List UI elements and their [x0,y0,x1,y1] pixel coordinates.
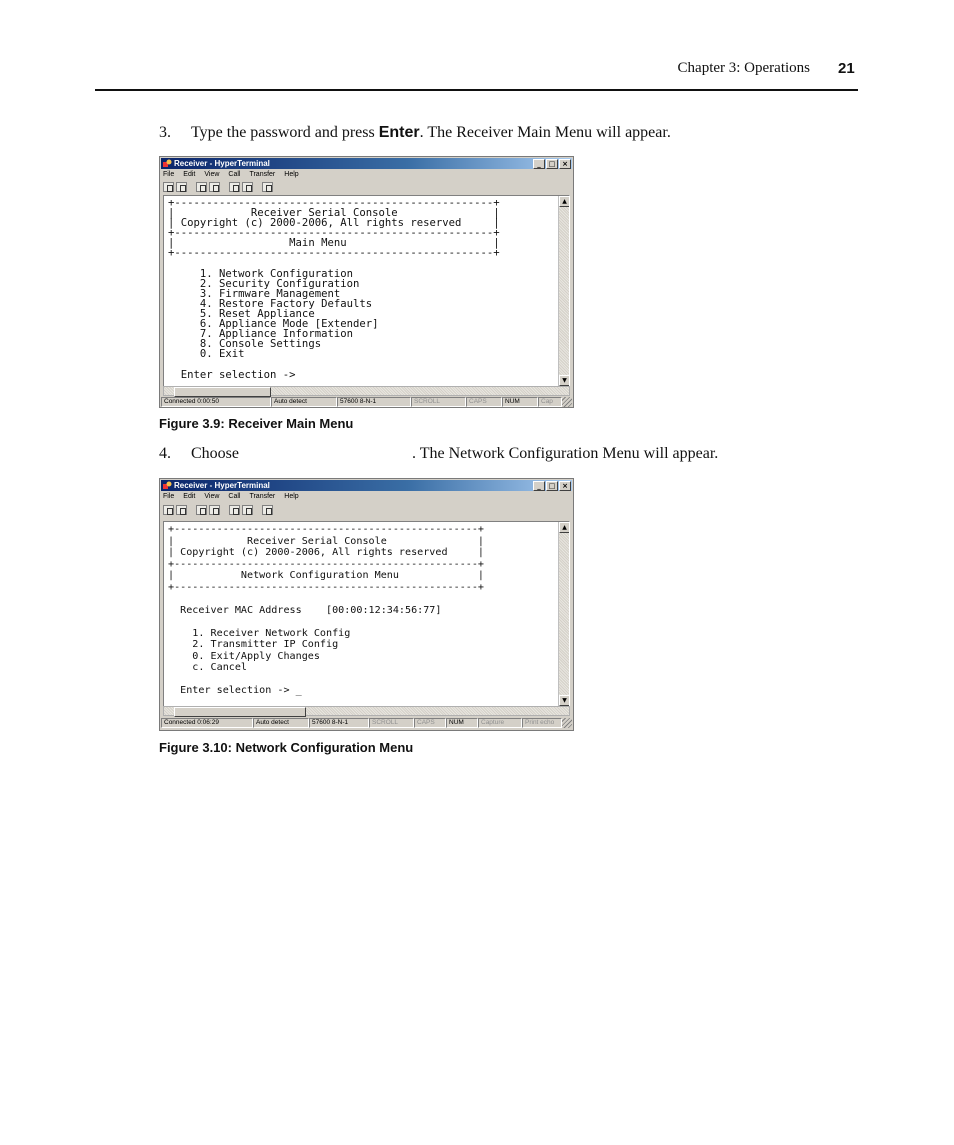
scroll-up-arrow-icon[interactable]: ▲ [559,522,570,533]
properties-icon[interactable] [262,182,273,192]
page-number: 21 [838,60,855,77]
vertical-scrollbar[interactable] [558,196,569,386]
window-title: Receiver - HyperTerminal [174,481,270,490]
minimize-button[interactable]: _ [533,159,545,169]
menu-transfer[interactable]: Transfer [249,171,276,178]
vertical-scrollbar[interactable] [558,522,569,706]
scroll-up-arrow-icon[interactable]: ▲ [559,196,570,207]
open-icon[interactable] [176,505,187,515]
menu-bar [163,493,299,500]
hyperterminal-icon [163,481,172,490]
step-3-text [191,124,671,142]
call-icon[interactable] [196,505,207,515]
step-4-choose: Choose [191,445,239,462]
maximize-button[interactable]: □ [546,159,558,169]
status-connected: Connected 0:00:50 [161,397,271,407]
status-num: NUM [446,718,478,728]
call-icon[interactable] [196,182,207,192]
menu-file[interactable]: File [163,493,175,500]
status-num: NUM [502,397,538,407]
new-connection-icon[interactable] [163,505,174,515]
scroll-down-arrow-icon[interactable]: ▼ [559,375,570,386]
window-title: Receiver - HyperTerminal [174,159,270,168]
open-icon[interactable] [176,182,187,192]
status-baud: 57600 8-N-1 [309,718,369,728]
maximize-button[interactable]: □ [546,481,558,491]
status-print-echo: Print echo [522,718,562,728]
toolbar [163,504,273,516]
status-connected: Connected 0:06:29 [161,718,253,728]
terminal-area[interactable] [163,521,570,707]
menu-help[interactable]: Help [284,171,299,178]
title-bar[interactable] [161,480,572,491]
hyperterminal-icon [163,159,172,168]
menu-file[interactable]: File [163,171,175,178]
step-3-number: 3. [159,124,171,141]
horizontal-scrollbar[interactable] [163,386,570,396]
terminal-text: +--------------------------------------------------+ | Receiver Serial Console | | Copyright (c) 2000-2006, All rights reserved | +--------------------------------------------------+ | Main Menu | +--------------------------------------------------+ 1. Network Configuration 2. Security Configuration 3. Firmware Management 4. Restore Factory Defaults 5. Reset Appliance 6. Appliance Mode [Extender] 7. Appliance Information 8. Console Settings 0. Exit Enter selection -> [168,197,500,381]
menu-transfer[interactable]: Transfer [249,493,276,500]
receive-icon[interactable] [242,505,253,515]
minimize-button[interactable]: _ [533,481,545,491]
menu-edit[interactable]: Edit [183,171,196,178]
disconnect-icon[interactable] [209,182,220,192]
close-button[interactable]: × [559,159,571,169]
step-3-text-after: . The Receiver Main Menu will appear. [419,124,671,141]
status-caps: CAPS [466,397,502,407]
menu-help[interactable]: Help [284,493,299,500]
status-auto-detect: Auto detect [271,397,337,407]
horizontal-scrollbar[interactable] [163,706,570,716]
step-3-text-before: Type the password and press [191,124,379,141]
step-4-number: 4. [159,445,171,462]
resize-grip-icon[interactable] [562,718,572,728]
step-4-text-after: . The Network Configuration Menu will appear. [412,445,719,462]
toolbar [163,181,273,193]
hyperterminal-window-network-config [159,478,574,731]
title-bar[interactable] [161,158,572,169]
send-icon[interactable] [229,505,240,515]
status-scroll: SCROLL [369,718,414,728]
horizontal-scroll-thumb[interactable] [174,387,271,397]
terminal-area[interactable] [163,195,570,387]
status-bar [161,397,572,407]
status-bar [161,718,572,728]
menu-call[interactable]: Call [228,171,241,178]
chapter-title: Chapter 3: Operations [677,60,810,76]
menu-view[interactable]: View [204,493,220,500]
menu-call[interactable]: Call [228,493,241,500]
scroll-down-arrow-icon[interactable]: ▼ [559,695,570,706]
header-rule [95,89,858,91]
terminal-text: +--------------------------------------------------+ | Receiver Serial Console | | Copyright (c) 2000-2006, All rights reserved | +--------------------------------------------------+ | Network Configuration Menu | +--------------------------------------------------+ Receiver MAC Address [00:00:12:34:56:77] 1. Receiver Network Config 2. Transmitter IP Config 0. Exit/Apply Changes c. Cancel Enter selection -> _ [168,524,485,696]
properties-icon[interactable] [262,505,273,515]
close-button[interactable]: × [559,481,571,491]
hyperterminal-window-main-menu [159,156,574,408]
resize-grip-icon[interactable] [562,397,572,407]
menu-bar [163,171,299,178]
horizontal-scroll-thumb[interactable] [174,707,306,717]
status-scroll: SCROLL [411,397,466,407]
figure-3-9-caption: Figure 3.9: Receiver Main Menu [159,416,354,431]
figure-3-10-caption: Figure 3.10: Network Configuration Menu [159,740,414,755]
status-auto-detect: Auto detect [253,718,309,728]
status-baud: 57600 8-N-1 [337,397,411,407]
receive-icon[interactable] [242,182,253,192]
status-capture: Capture [478,718,522,728]
send-icon[interactable] [229,182,240,192]
status-caps: CAPS [414,718,446,728]
new-connection-icon[interactable] [163,182,174,192]
step-3-enter-key: Enter [378,124,420,141]
disconnect-icon[interactable] [209,505,220,515]
status-capture: Cap [538,397,562,407]
menu-edit[interactable]: Edit [183,493,196,500]
menu-view[interactable]: View [204,171,220,178]
